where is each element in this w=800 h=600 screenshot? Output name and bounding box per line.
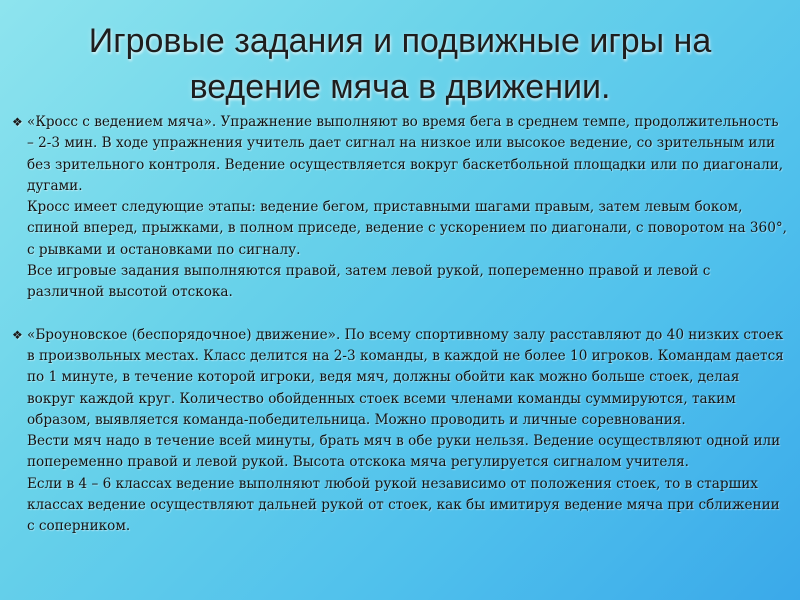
diamond-bullet-icon: ❖ xyxy=(12,327,23,342)
paragraph: Если в 4 – 6 классах ведение выполняют любой рукой независимо от положения стоек, то в старших классах ведение осуществляют дальней рукой от стоек, как бы имитируя ведение мяча при сближении с соперником. xyxy=(27,475,780,535)
paragraph: «Кросс с ведением мяча». Упражнение выполняют во время бега в среднем темпе, продолжительность – 2-3 мин. В ходе упражнения учитель дает сигнал на низкое или высокое ведение, со зрительным или без зрительного контроля. Ведение осуществляется вокруг баскетбольной площадки или по диагонали, дугами. xyxy=(27,114,784,194)
paragraph: Вести мяч надо в течение всей минуты, брать мяч в обе руки нельзя. Ведение осуществляют одной или попеременно правой и левой рукой. Высота отскока мяча регулируется сигналом учителя. xyxy=(27,433,781,471)
paragraph: Все игровые задания выполняются правой, затем левой рукой, попеременно правой и левой с различной высотой отскока. xyxy=(27,263,711,301)
title-line-2: ведение мяча в движении. xyxy=(189,68,611,106)
title-line-1: Игровые задания и подвижные игры на xyxy=(88,22,712,60)
slide-title xyxy=(20,18,780,110)
paragraph: «Броуновское (беспорядочное) движение». По всему спортивному залу расставляют до 40 низких стоек в произвольных местах. Класс делится на 2-3 команды, в каждой не более 10 игроков. Командам дается по 1 минуте, в течение которой игроки, ведя мяч, должны обойти как можно больше стоек, делая вокруг каждой круг. Количество обойденных стоек всеми членами команды суммируются, таким образом, выявляется команда-победительница. Можно проводить и личные соревнования. xyxy=(27,326,784,428)
bullet-block-brownian xyxy=(12,325,788,538)
paragraph: Кросс имеет следующие этапы: ведение бегом, приставными шагами правым, затем левым боком, спиной вперед, прыжками, в полном приседе, ведение с ускорением по диагонали, с поворотом на 360°, с рывками и остановками по сигналу. xyxy=(27,199,787,258)
diamond-bullet-icon: ❖ xyxy=(12,115,23,129)
slide-content xyxy=(12,112,788,538)
bullet-block-cross xyxy=(12,112,788,304)
